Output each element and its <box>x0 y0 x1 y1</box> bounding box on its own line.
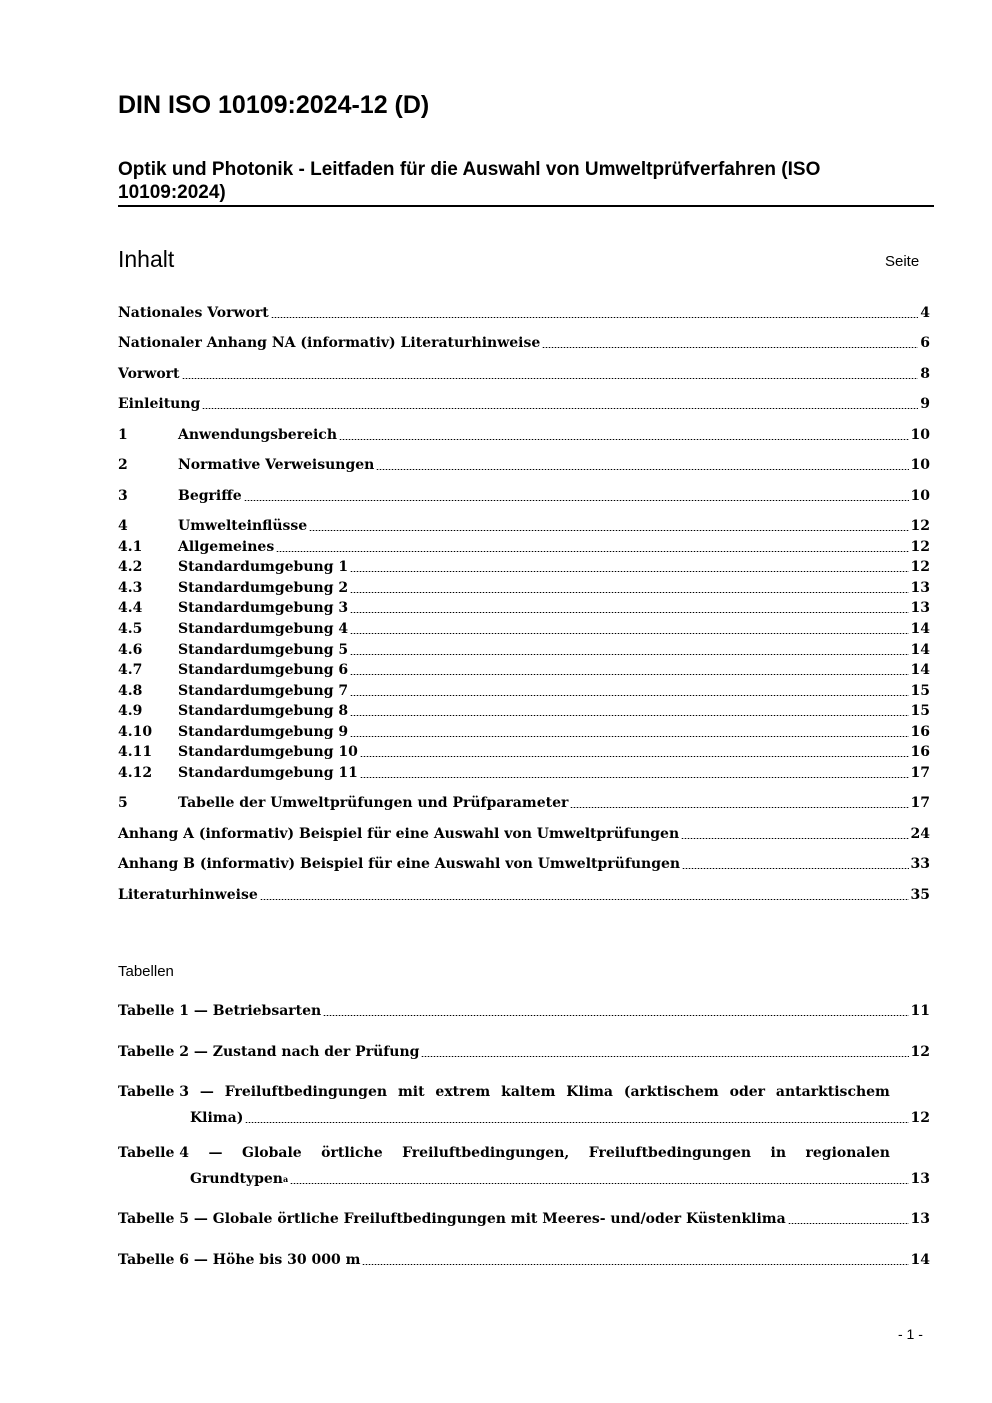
table-entry-word: — <box>208 1145 223 1161</box>
toc-entry-title: Standardumgebung 9 <box>178 724 349 740</box>
toc-entry-title: Standardumgebung 8 <box>178 703 349 719</box>
toc-entry-title: Standardumgebung 2 <box>178 580 349 596</box>
dot-leader <box>350 654 908 655</box>
table-entry-word: — <box>199 1084 214 1100</box>
dot-leader <box>260 899 909 900</box>
toc-entry[interactable] <box>118 364 930 384</box>
table-entry-word: Freiluftbedingungen <box>588 1145 752 1161</box>
toc-entry-page: 4 <box>920 305 930 321</box>
dot-leader <box>570 807 908 808</box>
toc-entry-number: 5 <box>118 795 128 811</box>
toc-entry[interactable] <box>118 598 930 618</box>
toc-entry[interactable] <box>118 824 930 844</box>
toc-entry[interactable] <box>118 660 930 680</box>
toc-entry-page: 15 <box>910 683 930 699</box>
toc-entry[interactable] <box>118 742 930 762</box>
table-entry-page: 14 <box>910 1252 930 1268</box>
title-rule <box>118 205 934 207</box>
toc-entry[interactable] <box>118 763 930 783</box>
toc-entry-number: 4.3 <box>118 580 143 596</box>
toc-entry-title: Vorwort <box>118 366 180 382</box>
dot-leader <box>421 1056 908 1057</box>
toc-entry[interactable] <box>118 516 930 536</box>
dot-leader <box>323 1015 908 1016</box>
dot-leader <box>244 500 909 501</box>
toc-entry-page: 13 <box>910 600 930 616</box>
toc-entry[interactable] <box>118 701 930 721</box>
toc-entry[interactable] <box>118 885 930 905</box>
toc-entry-number: 4.11 <box>118 744 153 760</box>
toc-entry-page: 13 <box>910 580 930 596</box>
toc-entry-title: Standardumgebung 5 <box>178 642 349 658</box>
toc-entry[interactable] <box>118 425 930 445</box>
toc-entry-number: 4.5 <box>118 621 143 637</box>
dot-leader <box>182 378 919 379</box>
table-entry-word: Globale <box>241 1145 302 1161</box>
table-entry-word: antarktischem <box>775 1084 890 1100</box>
dot-leader <box>681 838 908 839</box>
table-entry-word: Freiluftbedingungen, <box>402 1145 570 1161</box>
toc-entry-title: Standardumgebung 1 <box>178 559 349 575</box>
toc-entry-page: 35 <box>910 887 930 903</box>
toc-entry-title: Standardumgebung 11 <box>178 765 358 781</box>
table-entry[interactable] <box>118 1001 930 1021</box>
table-entry-continuation-text: Grundtypen <box>190 1171 283 1187</box>
table-entry-page: 12 <box>910 1110 930 1126</box>
table-entry-title-line <box>118 1082 890 1102</box>
toc-entry-title: Anhang B (informativ) Beispiel für eine Auswahl von Umweltprüfungen <box>118 856 681 872</box>
toc-entry-page: 15 <box>910 703 930 719</box>
dot-leader <box>245 1122 908 1123</box>
dot-leader <box>271 317 919 318</box>
toc-entry-number: 2 <box>118 457 128 473</box>
dot-leader <box>202 408 918 409</box>
toc-entry-page: 14 <box>910 642 930 658</box>
toc-entry-page: 10 <box>910 457 930 473</box>
table-entry[interactable] <box>118 1209 930 1229</box>
dot-leader <box>350 633 908 634</box>
table-entry-word: Tabelle 4 <box>118 1145 190 1161</box>
toc-entry-number: 1 <box>118 427 128 443</box>
toc-entry-page: 14 <box>910 662 930 678</box>
dot-leader <box>350 695 908 696</box>
toc-entry-number: 3 <box>118 488 128 504</box>
toc-entry[interactable] <box>118 722 930 742</box>
table-entry-page: 12 <box>910 1044 930 1060</box>
table-entry-word: in <box>770 1145 787 1161</box>
toc-entry-page: 10 <box>910 427 930 443</box>
toc-entry-page: 9 <box>920 396 930 412</box>
toc-entry-page: 17 <box>910 795 930 811</box>
toc-entry-page: 12 <box>910 518 930 534</box>
toc-entry-title: Anwendungsbereich <box>178 427 337 443</box>
toc-entry-number: 4.9 <box>118 703 143 719</box>
table-entry-word: (arktischem <box>623 1084 719 1100</box>
dot-leader <box>350 571 908 572</box>
toc-entry[interactable] <box>118 578 930 598</box>
toc-entry-page: 33 <box>910 856 930 872</box>
dot-leader <box>350 674 908 675</box>
table-entry-continuation <box>118 1102 930 1128</box>
toc-entry-title: Nationaler Anhang NA (informativ) Literaturhinweise <box>118 335 541 351</box>
table-entry-word: kaltem <box>501 1084 556 1100</box>
dot-leader <box>362 1264 908 1265</box>
toc-entry-number: 4 <box>118 518 128 534</box>
toc-entry[interactable] <box>118 303 930 323</box>
toc-entry-title: Tabelle der Umweltprüfungen und Prüfparameter <box>178 795 569 811</box>
dot-leader <box>350 592 908 593</box>
toc-entry[interactable] <box>118 640 930 660</box>
table-entry-title: Tabelle 2 — Zustand nach der Prüfung <box>118 1044 420 1060</box>
toc-entry-number: 4.6 <box>118 642 143 658</box>
dot-leader <box>542 347 918 348</box>
table-entry-title-line <box>118 1143 890 1163</box>
toc-entry[interactable] <box>118 557 930 577</box>
toc-entry[interactable] <box>118 537 930 557</box>
table-entry[interactable] <box>118 1143 930 1189</box>
toc-entry-title: Literaturhinweise <box>118 887 258 903</box>
toc-entry-title: Allgemeines <box>178 539 275 555</box>
toc-entry-page: 24 <box>910 826 930 842</box>
table-entry-word: Tabelle 3 <box>118 1084 190 1100</box>
toc-entry-page: 12 <box>910 539 930 555</box>
toc-entry[interactable] <box>118 681 930 701</box>
toc-entry-page: 16 <box>910 724 930 740</box>
toc-entry[interactable] <box>118 854 930 874</box>
table-entry[interactable] <box>118 1082 930 1128</box>
toc-entry-number: 4.8 <box>118 683 143 699</box>
toc-entry-number: 4.4 <box>118 600 143 616</box>
toc-entry-title: Standardumgebung 4 <box>178 621 349 637</box>
table-entry-word: mit <box>397 1084 425 1100</box>
tables-heading: Tabellen <box>118 963 174 980</box>
toc-heading: Inhalt <box>118 246 175 272</box>
toc-entry-title: Standardumgebung 3 <box>178 600 349 616</box>
table-entry-word: extrem <box>435 1084 491 1100</box>
toc-entry[interactable] <box>118 793 930 813</box>
toc-entry-number: 4.7 <box>118 662 143 678</box>
toc-entry-page: 16 <box>910 744 930 760</box>
table-entry-title: Tabelle 5 — Globale örtliche Freiluftbedingungen mit Meeres- und/oder Küstenklima <box>118 1211 786 1227</box>
toc-entry-title: Umwelteinflüsse <box>178 518 308 534</box>
toc-entry-page: 6 <box>920 335 930 351</box>
toc-entry-title: Standardumgebung 7 <box>178 683 349 699</box>
toc-entry[interactable] <box>118 455 930 475</box>
table-entry-page: 13 <box>910 1211 930 1227</box>
table-entry-title: Tabelle 1 — Betriebsarten <box>118 1003 322 1019</box>
toc-entry-number: 4.10 <box>118 724 153 740</box>
table-entry-continuation <box>118 1163 930 1189</box>
toc-entry-number: 4.12 <box>118 765 153 781</box>
footnote-marker: a <box>282 1174 289 1184</box>
toc-entry-title: Standardumgebung 10 <box>178 744 358 760</box>
toc-entry-page: 10 <box>910 488 930 504</box>
dot-leader <box>350 612 908 613</box>
table-entry[interactable] <box>118 1250 930 1270</box>
toc-entry-title: Nationales Vorwort <box>118 305 269 321</box>
toc-entry-title: Einleitung <box>118 396 201 412</box>
dot-leader <box>360 777 909 778</box>
toc-entry-page: 17 <box>910 765 930 781</box>
toc-entry[interactable] <box>118 486 930 506</box>
table-entry-word: oder <box>729 1084 766 1100</box>
toc-entry-page: 8 <box>920 366 930 382</box>
toc-entry-title: Standardumgebung 6 <box>178 662 349 678</box>
dot-leader <box>350 736 908 737</box>
toc-entry[interactable] <box>118 333 930 353</box>
toc-entry[interactable] <box>118 394 930 414</box>
document-title: DIN ISO 10109:2024-12 (D) <box>118 91 430 119</box>
table-entry-word: örtliche <box>321 1145 383 1161</box>
dot-leader <box>788 1223 909 1224</box>
document-subtitle: Optik und Photonik - Leitfaden für die Auswahl von Umweltprüfverfahren (ISO 10109:2024) <box>118 159 821 203</box>
dot-leader <box>339 439 909 440</box>
toc-entry-number: 4.1 <box>118 539 143 555</box>
toc-entry-page: 14 <box>910 621 930 637</box>
table-entry[interactable] <box>118 1042 930 1062</box>
toc-entry-number: 4.2 <box>118 559 143 575</box>
table-entry-word: Freiluftbedingungen <box>224 1084 388 1100</box>
dot-leader <box>360 756 909 757</box>
toc-entry[interactable] <box>118 619 930 639</box>
toc-page-label: Seite <box>885 253 920 270</box>
table-entry-title: Tabelle 6 — Höhe bis 30 000 m <box>118 1252 361 1268</box>
dot-leader <box>350 715 908 716</box>
dot-leader <box>309 530 908 531</box>
toc-entry-page: 12 <box>910 559 930 575</box>
page-number: - 1 - <box>898 1326 923 1342</box>
table-entry-word: Klima <box>566 1084 613 1100</box>
dot-leader <box>290 1183 908 1184</box>
table-entry-page: 13 <box>910 1171 930 1187</box>
dot-leader <box>276 551 908 552</box>
table-entry-word: regionalen <box>805 1145 890 1161</box>
toc-entry-title: Anhang A (informativ) Beispiel für eine Auswahl von Umweltprüfungen <box>118 826 680 842</box>
table-entry-page: 11 <box>910 1003 930 1019</box>
table-entry-continuation-text: Klima) <box>190 1110 244 1126</box>
dot-leader <box>376 469 908 470</box>
dot-leader <box>682 868 908 869</box>
toc-entry-title: Normative Verweisungen <box>178 457 375 473</box>
toc-entry-title: Begriffe <box>178 488 242 504</box>
